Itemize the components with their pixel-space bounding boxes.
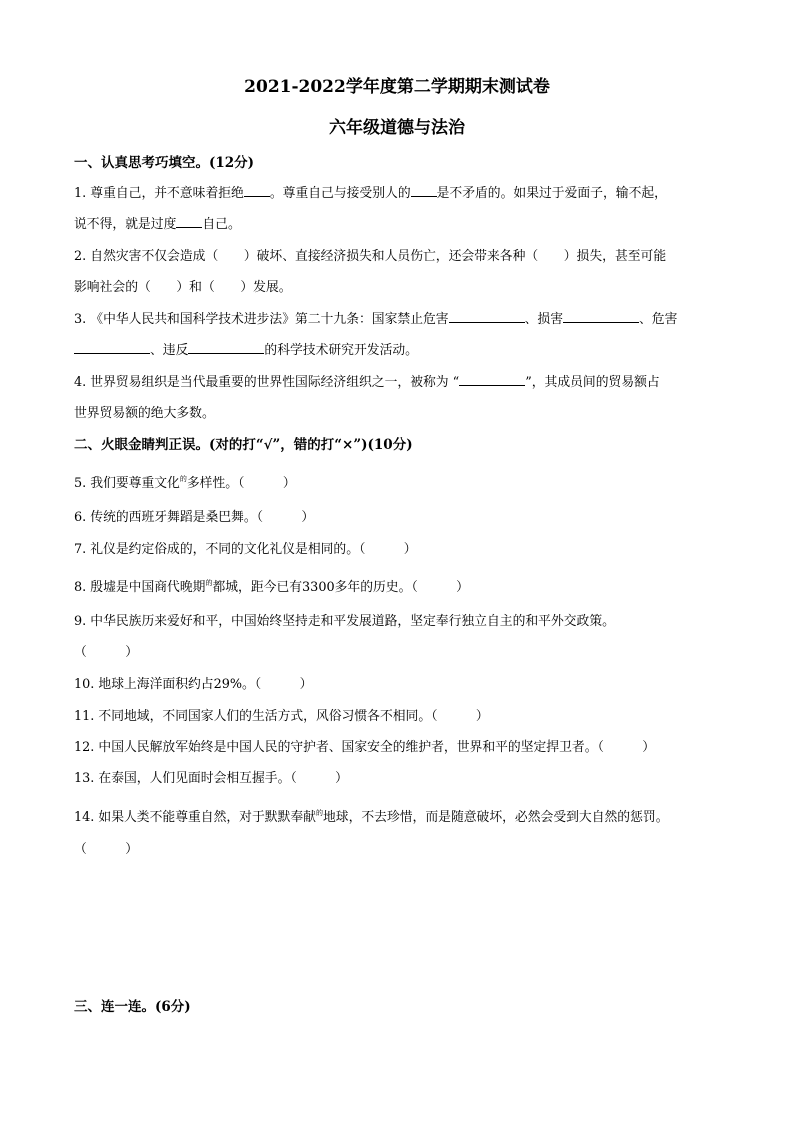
page-subtitle: 六年级道德与法治: [329, 118, 465, 138]
section-2-heading: 二、火眼金睛判正误。(对的打“√”，错的打“×”)(10分): [74, 437, 413, 453]
question-1-line-2: 说不得，就是过度 自己。: [74, 213, 241, 232]
section-3-heading: 三、连一连。(6分): [74, 999, 191, 1015]
question-5: 5. 我们要尊重文化$^的$多样性。（ ）: [74, 475, 296, 491]
question-8: 8. 殷墟是中国商代晚期$^的$都城，距今已有3300多年的历史。（ ）: [74, 579, 469, 595]
question-3-line-2: 、违反 的科学技术研究开发活动。: [74, 339, 418, 358]
question-10: 10. 地球上海洋面积约占29%。（ ）: [74, 677, 313, 692]
answer-blank[interactable]: [244, 183, 270, 197]
question-4-line-1: 4. 世界贸易组织是当代最重要的世界性国际经济组织之一，被称为 “ ”，其成员间的贸易额占: [74, 371, 660, 390]
page-title: 2021-2022学年度第二学期期末测试卷: [244, 77, 550, 97]
question-2-line-1: 2. 自然灾害不仅会造成（ ）破坏、直接经济损失和人员伤亡，还会带来各种（ ）损失，甚至可能: [74, 249, 667, 264]
question-9-line-2: （ ）: [74, 645, 138, 660]
answer-blank[interactable]: [74, 340, 150, 354]
question-14-line-1: 14. 如果人类不能尊重自然，对于默默奉献$^的$地球，不去珍惜，而是随意破坏，必然会受到大自然的惩罚。: [74, 809, 669, 825]
question-9-line-1: 9. 中华民族历来爱好和平，中国始终坚持走和平发展道路，坚定奉行独立自主的和平外交政策。: [74, 614, 615, 629]
question-11: 11. 不同地域，不同国家人们的生活方式，风俗习惯各不相同。（ ）: [74, 709, 489, 724]
answer-blank[interactable]: [176, 214, 202, 228]
answer-blank[interactable]: [563, 309, 639, 323]
question-1-line-1: 1. 尊重自己，并不意味着拒绝 。尊重自己与接受别人的 是不矛盾的。如果过于爱面子，输不起，: [74, 182, 667, 201]
answer-blank[interactable]: [459, 372, 525, 386]
question-13: 13. 在泰国，人们见面时会相互握手。（ ）: [74, 771, 348, 786]
answer-blank[interactable]: [449, 309, 525, 323]
question-14-line-2: （ ）: [74, 842, 138, 857]
question-12: 12. 中国人民解放军始终是中国人民的守护者、国家安全的维护者，世界和平的坚定捍卫者。（ ）: [74, 740, 656, 755]
question-7: 7. 礼仪是约定俗成的，不同的文化礼仪是相同的。（ ）: [74, 542, 417, 557]
question-2-line-2: 影响社会的（ ）和（ ）发展。: [74, 280, 292, 295]
question-3-line-1: 3. 《中华人民共和国科学技术进步法》第二十九条：国家禁止危害 、损害 、危害: [74, 308, 677, 327]
answer-blank[interactable]: [411, 183, 437, 197]
question-6: 6. 传统的西班牙舞蹈是桑巴舞。（ ）: [74, 510, 315, 525]
section-1-heading: 一、认真思考巧填空。(12分): [74, 155, 255, 171]
question-4-line-2: 世界贸易额的绝大多数。: [74, 406, 215, 421]
answer-blank[interactable]: [188, 340, 264, 354]
